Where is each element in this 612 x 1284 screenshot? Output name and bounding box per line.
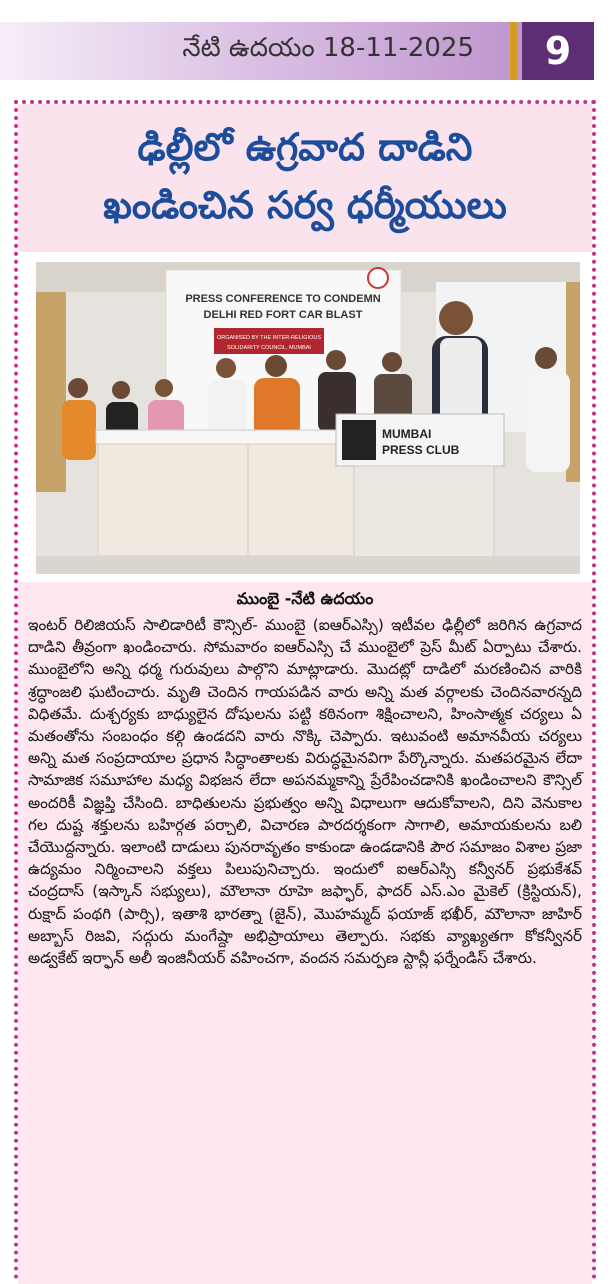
article-body-panel — [18, 582, 592, 1284]
page-number: 9 — [522, 22, 594, 80]
podium-line-2: PRESS CLUB — [382, 443, 460, 457]
banner-organiser-1: ORGANISED BY THE INTER-RELIGIOUS — [216, 335, 322, 341]
headline — [18, 104, 592, 234]
header-date-line: నేటి ఉదయం 18-11-2025 — [182, 33, 474, 63]
page-header — [0, 22, 594, 80]
banner-organiser-2: SOLIDARITY COUNCIL, MUMBAI — [227, 345, 311, 351]
headline-panel — [18, 104, 592, 252]
banner-line-1: PRESS CONFERENCE TO CONDEMN — [185, 293, 381, 305]
article-frame — [14, 100, 596, 1280]
headline-line-2: ఖండించిన సర్వ ధర్మీయులు — [103, 183, 507, 227]
podium-line-1: MUMBAI — [382, 427, 432, 441]
article-text: ఇంటర్ రిలిజియస్ సాలిడారిటీ కౌన్సిల్- ముంబై (ఐఆర్ఎస్సి) ఇటీవల ఢిల్లీలో జరిగిన ఉగ్రవాద దాడిని తీవ్రంగా ఖండించారు. సోమవారం ఐఆర్ఎస్సి చే ముంబైలో ప్రెస్ మీట్ ఏర్పాటు చేశారు. ముంబైలోని అన్ని ధర్మ గురువులు పాల్గొని మాట్లాడారు. మొదట్లో దాడిలో మరణించిన వారికి శ్రద్ధాంజలి ఘటించారు. మృతి చెందిన గాయపడిన వారు అన్ని మత వర్గాలకు చెందినవారన్నది విధితమే. దుశ్చర్యకు బాధ్యులైన దోషులను పట్టి కఠినంగా శిక్షించాలని, హింసాత్మక చర్యలు ఏ మతంతోను సంబంధం కల్గి ఉండదని వారు నొక్కి చెప్పారు. ఇటువంటి అమానవీయ చర్యలు అన్ని మత సంప్రదాయాల ప్రధాన సిద్ధాంతాలకు విరుద్ధమైనవిగా పేర్కొన్నారు. మతపరమైన లేదా సామాజిక సమూహాల మధ్య విభజన లేదా అపనమ్మకాన్ని ప్రేరేపించడానికి ఖండించాలని కౌన్సిల్ అందరికీ విజ్ఞప్తి చేసింది. బాధితులను ప్రభుత్వం అన్ని విధాలుగా ఆదుకోవాలని, దిని వెనుకాల గల దుష్ట శక్తులను బహిర్గత పర్చాలి, విచారణ పారదర్శకంగా సాగాలి, అమాయకులను బలి చేయొద్దన్నారు. ఇలాంటి దాడులు పునరావృతం కాకుండా ఉండడానికి పౌర సమాజం విశాల ప్రజా ఉద్యమం నిర్మించాలని వక్తలు పిలుపునిచ్చారు. ఇందులో ఐఆర్ఎస్సి కన్వీనర్ ప్రభుకేశవ్ చంద్రదాస్ (ఇస్కాన్ సభ్యులు), మౌలానా రూహె జఫ్ఫార్, ఫాదర్ ఎస్.ఎం మైకెల్ (క్రిస్టియన్), రుక్షాద్ పంథగి (పార్సి), ఇతాశి భారత్నా (జైన్), మొహమ్మద్ ఫయాజ్ భఖీర్, మౌలానా జాహిర్ అబ్బాస్ రిజవి, సద్గురు మంగేష్దా అభిప్రాయాలు తెల్పారు. సభకు వ్యాఖ్యతగా కోకన్వీనర్ అడ్వకేట్ ఇర్ఫాన్ అలీ ఇంజినీయర్ వహించగా, వందన సమర్పణ స్టాన్లీ ఫర్నేండిస్ చేశారు. — [28, 616, 582, 968]
photo-illustration — [36, 262, 580, 574]
article-dateline: ముంబై -నేటి ఉదయం — [236, 589, 374, 608]
banner-line-2: DELHI RED FORT CAR BLAST — [203, 309, 363, 321]
header-accent-bar — [510, 22, 517, 80]
press-conference-photo — [36, 262, 580, 574]
headline-line-1: ఢిల్లీలో ఉగ్రవాద దాడిని — [137, 125, 473, 169]
